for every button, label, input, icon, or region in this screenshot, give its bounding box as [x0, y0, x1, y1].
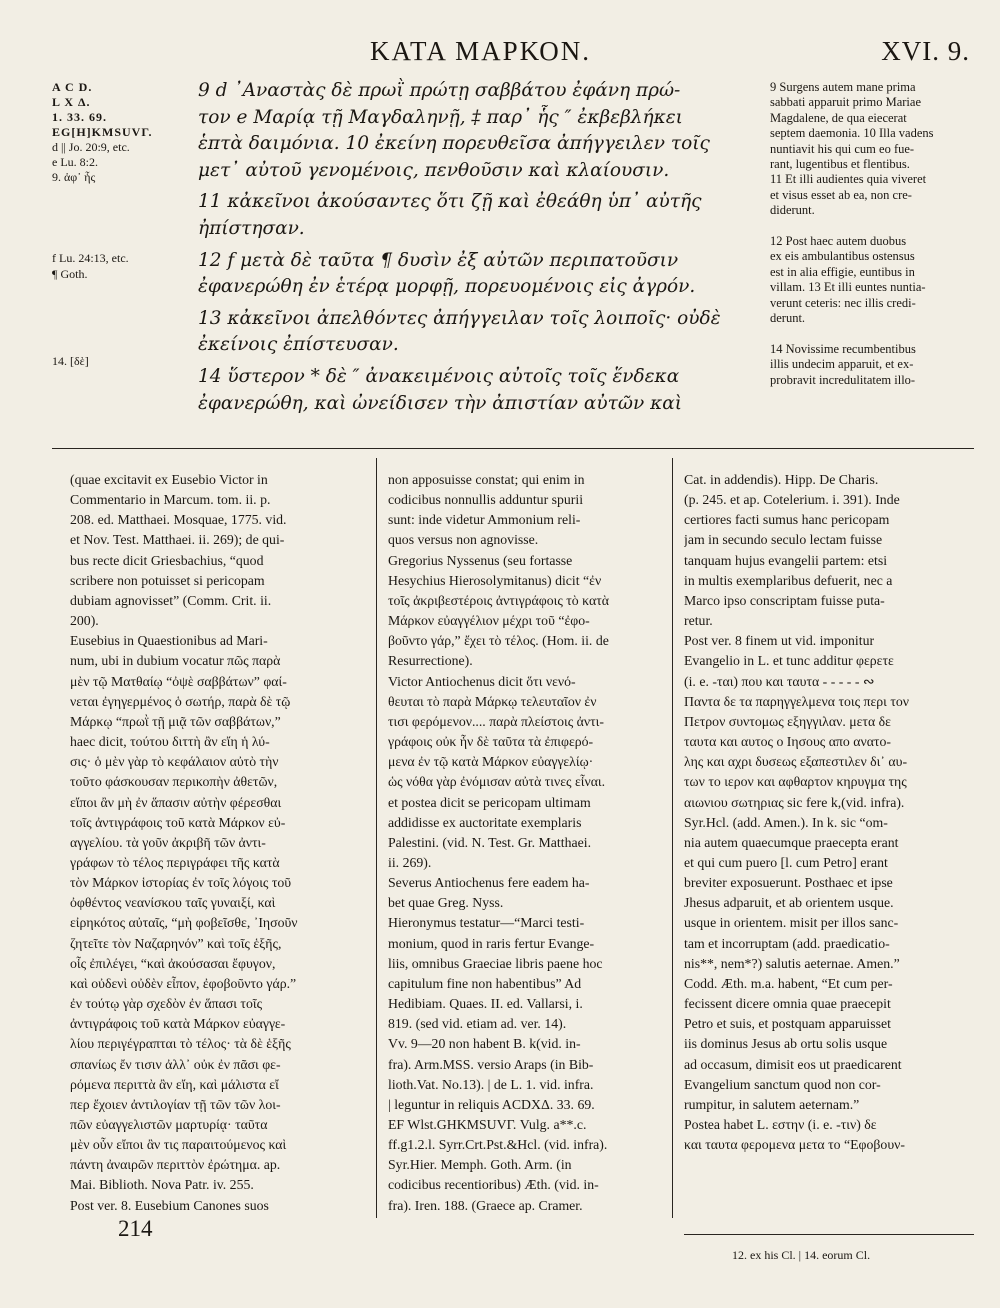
margin-siglum: EG[H]KMSUVΓ.: [52, 125, 153, 139]
commentary-line: ἀντιγράφοις τοῦ κατὰ Μάρκον εὐαγγε-: [70, 1016, 286, 1032]
column-divider-right: [672, 458, 673, 1218]
commentary-line: γράφοις οὐκ ἦν δὲ ταῦτα τὰ ἐπιφερό-: [388, 734, 594, 750]
commentary-line: (p. 245. et ap. Cotelerium. i. 391). Inde: [684, 492, 900, 508]
greek-line: 9 d ᾿Αναστὰς δὲ πρωῒ πρώτῃ σαββάτου ἐφάνη πρώ-: [198, 80, 681, 101]
horizontal-divider: [52, 448, 974, 449]
margin-sigla-bottom: [52, 354, 89, 369]
commentary-line: addidisse ex auctoritate exemplaris: [388, 814, 582, 830]
margin-siglum: 1. 33. 69.: [52, 110, 107, 124]
commentary-line: EF Wlst.GHKMSUVΓ. Vulg. a**.c.: [388, 1117, 587, 1132]
commentary-line: 819. (sed vid. etiam ad. ver. 14).: [388, 1016, 567, 1032]
margin-siglum: e Lu. 8:2.: [52, 155, 98, 169]
commentary-line: και ταυτα φερομενα μετα το “Εφοβουν-: [684, 1137, 905, 1153]
commentary-line: scribere non potuisset si pericopam: [70, 572, 265, 588]
latin-line: nuntiavit his qui cum eo fue-: [770, 141, 915, 156]
commentary-line: et qui cum puero [l. cum Petro] erant: [684, 854, 888, 870]
commentary-line: Syr.Hcl. (add. Amen.). In k. sic “om-: [684, 814, 888, 830]
greek-line: 14 ὕστερον * δὲ ″ ἀνακειμένοις αὐτοῖς τοῖς ἕνδεκα: [198, 365, 680, 387]
commentary-line: Severus Antiochenus fere eadem ha-: [388, 875, 590, 891]
commentary-line: Hedibiam. Quaes. II. ed. Vallarsi, i.: [388, 996, 583, 1012]
commentary-line: ἐν τούτῳ γὰρ σχεδὸν ἐν ἅπασι τοῖς: [70, 996, 263, 1012]
latin-line: 9 Surgens autem mane prima: [770, 80, 916, 94]
greek-line: 11 κἀκεῖνοι ἀκούσαντες ὅτι ζῇ καὶ ἐθεάθη ὑπ᾽ αὐτῆς: [198, 191, 702, 213]
commentary-line: ad occasum, dimisit eos ut praedicarent: [684, 1056, 902, 1072]
latin-line: 12 Post haec autem duobus: [770, 234, 907, 249]
commentary-line: liis, omnibus Graeciae libris paene hoc: [388, 955, 603, 971]
commentary-line: Evangelio in L. et tunc additur φερετε: [684, 653, 894, 669]
latin-line: villam. 13 Et illi euntes nuntia-: [770, 280, 926, 295]
latin-line: Magdalene, de qua eiecerat: [770, 110, 907, 125]
commentary-line: τοῖς ἀντιγράφοις τοῦ κατὰ Μάρκον εὐ-: [70, 814, 286, 830]
commentary-line: retur.: [684, 613, 713, 629]
commentary-line: ὡς νόθα γὰρ ἐνόμισαν αὐτὰ τινες εἶναι.: [388, 774, 606, 790]
commentary-column-1: [70, 470, 366, 1216]
commentary-line: haec dicit, τούτου διττὴ ἂν εἴη ἡ λύ-: [70, 734, 270, 750]
commentary-line: bet quae Greg. Nyss.: [388, 895, 504, 911]
commentary-line: περ ἔχοιεν ἀντιλογίαν τῇ τῶν τῶν λοι-: [70, 1096, 281, 1112]
commentary-line: μὲν οὖν εἴποι ἂν τις παραιτούμενος καὶ: [70, 1137, 287, 1153]
commentary-line: νεται ἐγηγερμένος ὁ σωτήρ, παρὰ δὲ τῷ: [70, 693, 291, 709]
commentary-line: Gregorius Nyssenus (seu fortasse: [388, 552, 573, 568]
commentary-line: jam in secundo seculo lectam fuisse: [684, 532, 883, 548]
commentary-line: 208. ed. Matthaei. Mosquae, 1775. vid.: [70, 512, 287, 528]
latin-line: et visus esset ab ea, non cre-: [770, 187, 912, 202]
commentary-line: ii. 269).: [388, 854, 432, 870]
commentary-line: λης και αχρι δυσεως εξαπεστιλεν δι᾽ αυ-: [684, 754, 908, 770]
commentary-line: tam et incorruptam (add. praedicatio-: [684, 935, 890, 951]
commentary-line: certiores facti sumus hanc pericopam: [684, 512, 890, 528]
commentary-line: usque in orientem. misit per illos sanc-: [684, 915, 899, 931]
commentary-line: Παντα δε τα παρηγγελμενα τοις περι τον: [684, 693, 910, 709]
margin-siglum: f Lu. 24:13, etc.: [52, 251, 129, 265]
commentary-line: iis dominus Jesus ab ortu solis usque: [684, 1036, 888, 1052]
commentary-line: γράφων τὸ τέλος περιγράφει τῆς κατὰ: [70, 854, 280, 870]
latin-line: diderunt.: [770, 203, 815, 218]
commentary-line: οἷς ἐπιλέγει, “καὶ ἀκούσασαι ἔφυγον,: [70, 955, 276, 971]
commentary-line: et Nov. Test. Matthaei. ii. 269); de qui-: [70, 532, 285, 548]
greek-line: 13 κἀκεῖνοι ἀπελθόντες ἀπήγγειλαν τοῖς λοιποῖς· οὐδὲ: [198, 307, 721, 329]
commentary-line: num, ubi in dubium vocatur πῶς παρὰ: [70, 653, 281, 669]
commentary-line: Petro et suis, et postquam apparuisset: [684, 1016, 891, 1032]
commentary-line: Post ver. 8 finem ut vid. imponitur: [684, 633, 875, 649]
margin-siglum: 14. [δὲ]: [52, 354, 89, 368]
greek-line: ἑπτὰ δαιμόνια. 10 ἐκείνη πορευθεῖσα ἀπήγγειλεν τοῖς: [198, 133, 710, 155]
margin-siglum: 9. ἀφ᾽ ἧς: [52, 170, 96, 184]
footnote-divider: [684, 1234, 974, 1235]
commentary-line: Codd. Æth. m.a. habent, “Et cum per-: [684, 975, 893, 991]
footnote: 12. ex his Cl. | 14. eorum Cl.: [732, 1248, 871, 1262]
commentary-line: (quae excitavit ex Eusebio Victor in: [70, 472, 268, 487]
commentary-line: rumpitur, in salutem aeternam.”: [684, 1096, 860, 1112]
latin-line: illis undecim apparuit, et ex-: [770, 357, 914, 372]
commentary-line: sunt: inde videtur Ammonium reli-: [388, 512, 581, 528]
latin-line: 11 Et illi audientes quia viveret: [770, 172, 927, 187]
latin-vulgate-text: [770, 80, 975, 388]
commentary-line: Hieronymus testatur—“Marci testi-: [388, 915, 585, 931]
commentary-line: λίου περιγέγραπται τὸ τέλος· τὰ δὲ ἑξῆς: [70, 1036, 291, 1052]
commentary-line: Evangelium sanctum quod non cor-: [684, 1076, 881, 1092]
commentary-line: Palestini. (vid. N. Test. Gr. Matthaei.: [388, 834, 592, 850]
commentary-line: lioth.Vat. No.13). | de L. 1. vid. infra.: [388, 1076, 594, 1092]
commentary-line: Marco ipso conscriptam fuisse puta-: [684, 592, 885, 608]
commentary-line: fecissent dicere omnia quae praecepit: [684, 996, 891, 1012]
commentary-line: Πετρον συντομως εξηγγιλαν. μετα δε: [684, 713, 891, 729]
commentary-line: in multis exemplaribus defuerit, nec a: [684, 572, 893, 588]
chapter-reference: XVI. 9.: [881, 36, 970, 66]
commentary-line: nia autem quaecumque praecepta erant: [684, 834, 899, 850]
commentary-line: fra). Arm.MSS. versio Araps (in Bib-: [388, 1056, 594, 1072]
commentary-line: Jhesus adparuit, et ab orientem usque.: [684, 895, 894, 911]
margin-sigla-top: [52, 80, 192, 185]
commentary-line: | leguntur in reliquis ACDXΔ. 33. 69.: [388, 1096, 595, 1112]
commentary-line: σπανίως ἔν τισιν ἀλλ᾽ οὐκ ἐν πᾶσι φε-: [70, 1056, 281, 1072]
commentary-column-2: [388, 470, 662, 1216]
greek-line: μετ᾽ αὐτοῦ γενομένοις, πενθοῦσιν καὶ κλαίουσιν.: [198, 159, 670, 181]
commentary-line: εἰρηκότος αὐταῖς, “μὴ φοβεῖσθε, ᾿Ιησοῦν: [70, 915, 298, 931]
column-divider-left: [376, 458, 377, 1218]
latin-line: ex eis ambulantibus ostensus: [770, 249, 915, 264]
commentary-line: dubiam agnovisset” (Comm. Crit. ii.: [70, 592, 272, 608]
commentary-line: Resurrectione).: [388, 653, 473, 669]
latin-line: est in alia effigie, euntibus in: [770, 264, 915, 279]
latin-line: probravit incredulitatem illo-: [770, 372, 916, 387]
greek-text: [198, 78, 743, 417]
commentary-line: Commentario in Marcum. tom. ii. p.: [70, 492, 271, 508]
latin-line: 14 Novissime recumbentibus: [770, 341, 916, 356]
latin-line: verunt ceteris: nec illis credi-: [770, 295, 916, 310]
commentary-line: tanquam hujus evangelii partem: etsi: [684, 552, 888, 568]
commentary-line: ζητεῖτε τὸν Ναζαρηνόν” καὶ τοῖς ἑξῆς,: [70, 935, 282, 951]
commentary-line: τοῦτο φάσκουσαν περικοπὴν ἀθετῶν,: [70, 774, 278, 790]
page-number: 214: [118, 1216, 153, 1241]
greek-line: ἠπίστησαν.: [198, 217, 305, 239]
latin-line: [770, 327, 975, 342]
commentary-line: αγγελίου. τὰ γοῦν ἀκριβῆ τῶν ἀντι-: [70, 834, 266, 850]
commentary-line: ὀφθέντος νεανίσκου ταῖς γυναιξί, καὶ: [70, 895, 276, 911]
commentary-line: ρόμενα περιττὰ ἂν εἴη, καὶ μάλιστα εἴ: [70, 1076, 279, 1092]
commentary-line: fra). Iren. 188. (Graece ap. Cramer.: [388, 1197, 583, 1213]
commentary-line: nis**, nem*?) salutis aeternae. Amen.”: [684, 955, 900, 971]
commentary-line: capitulum fine non habentibus” Ad: [388, 975, 582, 991]
commentary-line: codicibus recentioribus) Æth. (vid. in-: [388, 1177, 599, 1193]
commentary-line: non apposuisse constat; qui enim in: [388, 472, 585, 487]
commentary-line: Victor Antiochenus dicit ὅτι νενό-: [388, 673, 576, 689]
margin-siglum: ¶ Goth.: [52, 267, 88, 281]
commentary-line: τισι φερόμενον.... παρὰ πλείστοις ἀντι-: [388, 713, 604, 729]
commentary-line: εἴποι ἂν μὴ ἐν ἅπασιν αὐτὴν φέρεσθαι: [70, 794, 282, 810]
commentary-line: βοῦντο γάρ,” ἔχει τὸ τέλος. (Hom. ii. de: [388, 633, 609, 649]
commentary-line: Cat. in addendis). Hipp. De Charis.: [684, 472, 879, 487]
commentary-line: τὸν Μάρκον ἱστορίας ἐν τοῖς λόγοις τοῦ: [70, 875, 292, 891]
commentary-line: μὲν τῷ Ματθαίῳ “ὀψὲ σαββάτων” φαί-: [70, 673, 287, 689]
commentary-line: θευται τὸ παρὰ Μάρκῳ τελευταῖον ἐν: [388, 693, 597, 709]
commentary-line: ταυτα και αυτος ο Ιησους απο ανατο-: [684, 734, 891, 750]
commentary-line: breviter exposuerunt. Posthaec et ipse: [684, 875, 893, 891]
commentary-line: monium, quod in raris fertur Evange-: [388, 935, 595, 951]
commentary-line: bus recte dicit Griesbachius, “quod: [70, 552, 264, 568]
greek-line: ἐφανερώθη ἐν ἑτέρᾳ μορφῇ, πορευομένοις εἰς ἀγρόν.: [198, 276, 696, 298]
greek-line: 12 f μετὰ δὲ ταῦτα ¶ δυσὶν ἐξ αὐτῶν περιπατοῦσιν: [198, 249, 679, 271]
margin-siglum: L X Δ.: [52, 95, 91, 109]
commentary-line: Vv. 9—20 non habent B. k(vid. in-: [388, 1036, 581, 1052]
commentary-line: ff.g1.2.l. Syrr.Crt.Pst.&Hcl. (vid. infra).: [388, 1137, 608, 1153]
latin-line: septem daemonia. 10 Illa vadens: [770, 126, 934, 141]
commentary-line: quos versus non agnovisse.: [388, 532, 539, 548]
commentary-line: πῶν εὐαγγελιστῶν μαρτυρίᾳ· ταῦτα: [70, 1117, 268, 1132]
latin-line: [770, 219, 975, 234]
latin-line: sabbati apparuit primo Mariae: [770, 95, 921, 110]
commentary-line: Μάρκον εὐαγγέλιον μέχρι τοῦ “ἐφο-: [388, 613, 590, 629]
latin-line: derunt.: [770, 311, 806, 326]
commentary-line: Eusebius in Quaestionibus ad Mari-: [70, 633, 268, 649]
commentary-line: Syr.Hier. Memph. Goth. Arm. (in: [388, 1157, 572, 1173]
commentary-line: Μάρκῳ “πρωῒ τῇ μιᾷ τῶν σαββάτων,”: [70, 713, 281, 729]
commentary-line: (i. e. -ται) που και ταυτα - - - - - ∾: [684, 673, 875, 689]
commentary-line: Post ver. 8. Eusebium Canones suos: [70, 1197, 269, 1213]
commentary-column-3: [684, 470, 976, 1155]
commentary-line: codicibus nonnullis adduntur spurii: [388, 492, 584, 508]
commentary-line: 200).: [70, 613, 99, 629]
commentary-line: Postea habet L. εστην (i. e. -τιν) δε: [684, 1117, 877, 1132]
commentary-line: σις· ὁ μὲν γὰρ τὸ κεφάλαιον αὐτὸ τὴν: [70, 754, 279, 770]
commentary-line: Hesychius Hierosolymitanus) dicit “ἐν: [388, 572, 602, 588]
greek-line: ἐκείνοις ἐπίστευσαν.: [198, 334, 399, 356]
margin-siglum: A C D.: [52, 80, 93, 94]
commentary-line: αιωνιου σωτηριας sic fere k,(vid. infra).: [684, 794, 905, 810]
margin-siglum: d || Jo. 20:9, etc.: [52, 140, 130, 154]
running-title: ΚΑΤΑ ΜΑΡΚΟΝ.: [370, 36, 592, 66]
commentary-line: μενα ἐν τῷ κατὰ Μάρκον εὐαγγελίῳ·: [388, 754, 594, 770]
greek-line: ἐφανερώθη, καὶ ὠνείδισεν τὴν ἀπιστίαν αὐτῶν καὶ: [198, 392, 682, 414]
commentary-line: των το ιερον και αφθαρτον κηρυγμα της: [684, 774, 907, 790]
commentary-line: Mai. Biblioth. Nova Patr. iv. 255.: [70, 1177, 254, 1193]
commentary-line: τοῖς ἀκριβεστέροις ἀντιγράφοις τὸ κατὰ: [388, 592, 609, 608]
commentary-line: καὶ οὐδενὶ οὐδὲν εἶπον, ἐφοβοῦντο γάρ.”: [70, 975, 297, 991]
commentary-line: et postea dicit se pericopam ultimam: [388, 794, 591, 810]
greek-line: τον e Μαρίᾳ τῇ Μαγδαληνῇ, ‡ παρ᾽ ἧς ″ ἐκβεβλήκει: [198, 106, 683, 128]
commentary-line: πάντη ἀναιρῶν περιττὸν ἐρώτημα. ap.: [70, 1157, 281, 1173]
margin-sigla-middle: [52, 250, 129, 282]
latin-line: rant, lugentibus et flentibus.: [770, 157, 910, 172]
